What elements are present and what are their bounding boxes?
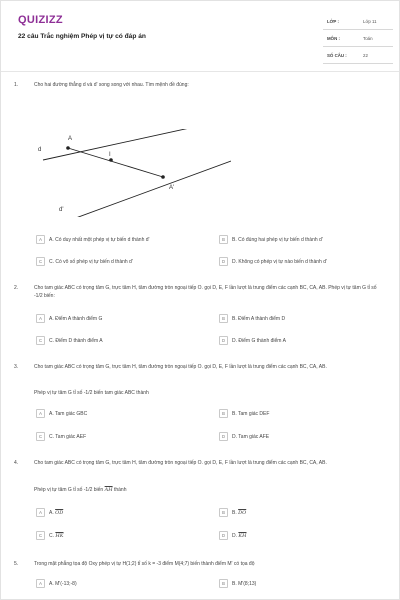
segment-a-a-prime xyxy=(68,148,163,177)
option-letter: A xyxy=(36,409,45,418)
option-text: A. Có duy nhất một phép vị tự biến d thành d' xyxy=(49,236,150,243)
option-prefix: C. xyxy=(49,532,54,539)
option-text: B. Có đúng hai phép vị tự biến d thành d' xyxy=(232,236,323,243)
vector-label: $\overline{DO}$ xyxy=(238,509,247,516)
option-text xyxy=(49,533,64,539)
label-d-prime: d' xyxy=(59,207,64,213)
label-i: I xyxy=(109,152,111,158)
option-letter: D xyxy=(219,336,228,345)
meta-label: MÔN : xyxy=(327,36,340,41)
option-text: C. Tam giác AEF xyxy=(49,433,87,440)
option-text: B. Điểm A thành điểm D xyxy=(232,315,286,322)
option-text: D. Không có phép vị tự nào biến d thành d' xyxy=(232,258,327,265)
option-letter: D xyxy=(219,257,228,266)
option-letter: C xyxy=(36,257,45,266)
option-text: B. M'(8;13) xyxy=(232,580,257,587)
option-text: B. Tam giác DEF xyxy=(232,410,270,417)
option-letter: C xyxy=(36,531,45,540)
label-a: A xyxy=(68,136,73,142)
meta-value: 22 xyxy=(363,53,368,58)
header-divider xyxy=(1,71,400,72)
option-text: A. Điểm A thành điểm G xyxy=(49,315,103,322)
meta-row-count xyxy=(323,47,393,64)
label-a-prime: A' xyxy=(169,185,175,191)
option-letter: A xyxy=(36,579,45,588)
option-letter: D xyxy=(219,531,228,540)
meta-value: Lớp 11 xyxy=(363,19,377,24)
subtext-start: Phép vị tự tâm G tỉ số -1/2 biến xyxy=(34,487,104,493)
question-number: 3. xyxy=(14,364,19,370)
question-text: Cho hai đường thẳng d và d' song song với nhau. Tìm mệnh đề đúng: xyxy=(34,82,189,88)
option-letter: A xyxy=(36,508,45,517)
option-text: A. Tam giác GBC xyxy=(49,410,88,417)
option-text: C. Điểm D thành điểm A xyxy=(49,337,103,344)
label-d: d xyxy=(38,147,42,153)
option-letter: B xyxy=(219,409,228,418)
meta-row-subject xyxy=(323,30,393,47)
line-d-prime xyxy=(73,161,231,217)
vector-label: $\overline{HK}$ xyxy=(55,532,64,539)
question-subtext xyxy=(34,487,384,493)
quizizz-logo: QUIZIZZ xyxy=(18,14,63,26)
option-prefix: D. xyxy=(232,532,237,539)
worksheet-header xyxy=(1,1,400,73)
option-letter: A xyxy=(36,314,45,323)
point-a xyxy=(66,146,70,150)
vector-label: $\overline{KH}$ xyxy=(238,532,247,539)
meta-value: Toán xyxy=(363,36,373,41)
question-number: 4. xyxy=(14,460,19,466)
meta-box xyxy=(323,13,393,64)
question-text: Trong mặt phẳng tọa độ Oxy phép vị tự H(1;2) tỉ số k = -3 điểm M(4;7) biến thành điểm M' có tọa độ xyxy=(34,561,255,567)
question-number: 1. xyxy=(14,82,19,88)
point-a-prime xyxy=(161,175,165,179)
option-text: D. Tam giác AFE xyxy=(232,433,270,440)
question-text: Cho tam giác ABC có trọng tâm G, trực tâm H, tâm đường tròn ngoại tiếp O. gọi D, E, F lần lượt là trung điểm các cạnh BC, CA, AB. xyxy=(34,364,327,370)
option-letter: C xyxy=(36,336,45,345)
line-d xyxy=(43,129,208,160)
option-letter: B xyxy=(219,508,228,517)
option-letter: A xyxy=(36,235,45,244)
option-text xyxy=(49,510,63,516)
question-text: Cho tam giác ABC có trọng tâm G, trực tâm H, tâm đường tròn ngoại tiếp O. gọi D, E, F lần lượt là trung điểm các cạnh BC, CA, AB. xyxy=(34,460,327,466)
worksheet-title: 22 câu Trắc nghiệm Phép vị tự có đáp án xyxy=(18,33,146,40)
option-text: A. M'(-13;-8) xyxy=(49,580,77,587)
subtext-end: thành xyxy=(113,487,127,493)
meta-row-class xyxy=(323,13,393,30)
option-text xyxy=(232,510,246,516)
question-subtext: Phép vị tự tâm G tỉ số -1/2 biến tam giác ABC thành xyxy=(34,390,149,396)
option-letter: B xyxy=(219,579,228,588)
question-number: 2. xyxy=(14,285,19,291)
option-letter: C xyxy=(36,432,45,441)
point-i xyxy=(109,158,113,162)
option-text: D. Điểm G thành điểm A xyxy=(232,337,286,344)
option-letter: D xyxy=(219,432,228,441)
vector-label: $\overline{OD}$ xyxy=(55,509,64,516)
option-text xyxy=(232,533,247,539)
meta-label: SỐ CÂU : xyxy=(327,53,347,58)
question-text: Cho tam giác ABC có trọng tâm G, trực tâm H, tâm đường tròn ngoại tiếp O. gọi D, E, F lần lượt là trung điểm các cạnh BC, CA, AB. Phép vị tự tâm G tỉ số -1/2 biến: xyxy=(34,285,377,299)
meta-label: LỚP : xyxy=(327,19,339,24)
option-letter: B xyxy=(219,235,228,244)
option-letter: B xyxy=(219,314,228,323)
vector-label: $\overline{AH}$ xyxy=(104,487,113,493)
question-number: 5. xyxy=(14,561,19,567)
option-prefix: A. xyxy=(49,509,54,516)
parallel-lines-diagram xyxy=(31,129,231,217)
option-text: C. Có vô số phép vị tự biến d thành d' xyxy=(49,258,133,265)
option-prefix: B. xyxy=(232,509,237,516)
